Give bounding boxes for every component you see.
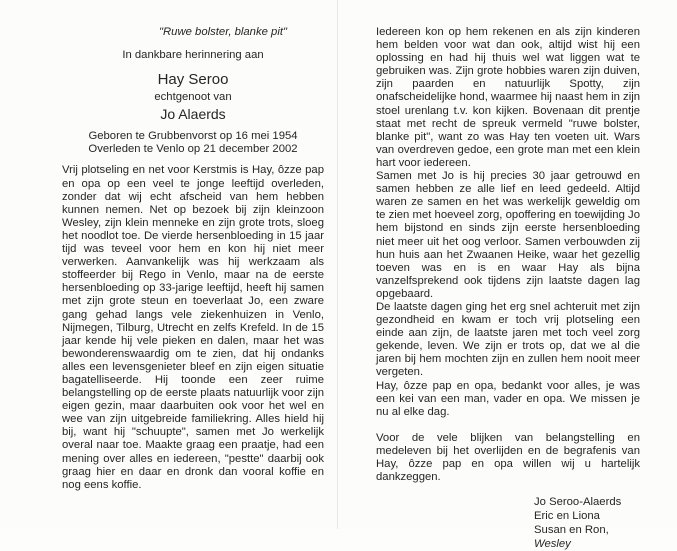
biography-text: Vrij plotseling en net voor Kerstmis is Hay, ôzze pap en opa op een veel te jonge leeftijd overleden, zonder dat wij echt afscheid van hem hebben kunnen nemen. Net op bezoek bij zijn kleinzoon Wesley, zijn klein menneke en zijn grote trots, sloeg het noodlot toe. De vierde hersenbloeding in 15 jaar tijd was teveel voor hem en kon hij niet meer verwerken. Aanvankelijk was hij werkzaam als stoffeerder bij Rego in Venlo, maar na de eerste hersenbloeding op 33-jarige leeftijd, heeft hij samen met zijn grote steun en toeverlaat Jo, een zware gang gehad langs vele ziekenhuizen in Venlo, Nijmegen, Tilburg, Utrecht en zelfs Krefeld. In de 15 jaar kende hij vele pieken en dalen, maar het was bewonderenswaardig om te zien, dat hij ondanks alles een levensgenieter bleef en zijn eigen situatie bagatelliseerde. Hij toonde een zeer ruime belangstelling op de eerste plaats natuurlijk voor zijn eigen gezin, maar daarbuiten ook voor het wel en wee van zijn uitgebreide familiekring. Alles hield hij bij, want hij "schuupte", samen met Jo werkelijk overal naar toe. Maakte graag een praatje, had een mening over alles en iedereen, "pestte" daarbij ook graag hier en daar en dronk dan vooral koffie en nog eens koffie.	[62, 164, 324, 491]
life-dates	[62, 130, 324, 156]
left-panel	[62, 26, 324, 492]
right-panel	[376, 26, 640, 551]
signature-daughter	[534, 523, 640, 551]
paragraph-character: Iedereen kon op hem rekenen en als zijn kinderen hem belden voor wat dan ook, altijd wist hij een oplossing en had hij thuis wel wat liggen wat te gebruiken was. Zijn grote hobbies waren zijn duiven, zijn paarden en natuurlijk Spotty, zijn onafscheidelijke hond, waarmee hij naast hem in zijn stoel urenlang t.v. kon kijken. Bovenaan dit prentje staat met recht de spreuk vermeld "ruwe bolster, blanke pit", want zo was Hay ten voeten uit. Wars van overdreven gedoe, een grote man met een klein hart voor iedereen.	[376, 26, 640, 169]
motto: "Ruwe bolster, blanke pit"	[159, 26, 287, 38]
paragraph-marriage: Samen met Jo is hij precies 30 jaar getrouwd en samen hebben ze alle lief en leed gedeeld. Altijd waren ze samen en het was werkelijk geweldig om te zien met hoeveel zorg, opoffering en toewijding Jo hem bijstond en sinds zijn eerste hersenbloeding niet meer uit het oog verloor. Samen verbouwden zij hun huis aan het Zwaanen Heike, waar het gezellig toeven was en is en waar Hay als bijna vanzelfsprekend ook tijdens zijn laatste dagen lag opgebaard.	[376, 170, 640, 300]
signature-daughter-names: Susan en Ron,	[534, 524, 609, 537]
intro-text: In dankbare herinnering aan	[122, 49, 264, 62]
deceased-name: Hay Seroo	[157, 71, 229, 89]
birth-line: Geboren te Grubbenvorst op 16 mei 1954	[88, 130, 298, 143]
family-signatures	[376, 495, 640, 551]
thanks-text: Voor de vele blijken van belangstelling en medeleven bij het overlijden en de begrafenis van Hay, ôzze pap en opa willen wij u hartelijk dankzeggen.	[376, 431, 640, 484]
card-fold-line	[337, 0, 338, 529]
paragraph-farewell: Hay, ôzze pap en opa, bedankt voor alles, je was een kei van een man, vader en opa. We missen je nu al elke dag.	[376, 379, 640, 418]
signature-grandson: Wesley	[534, 538, 571, 551]
spouse-name: Jo Alaerds	[160, 106, 226, 123]
signature-spouse: Jo Seroo-Alaerds	[534, 496, 622, 509]
spouse-label: echtgenoot van	[154, 91, 232, 104]
paragraph-last-days: De laatste dagen ging het erg snel achteruit met zijn gezondheid en kwam er toch vrij plotseling een einde aan zijn, de laatste jaren met toch veel zorg gekende, leven. We zijn er trots op, dat we al die jaren bij hem mochten zijn en zullen hem nooit meer vergeten.	[376, 300, 640, 379]
signature-son: Eric en Liona	[534, 510, 600, 523]
death-line: Overleden te Venlo op 21 december 2002	[88, 143, 298, 156]
